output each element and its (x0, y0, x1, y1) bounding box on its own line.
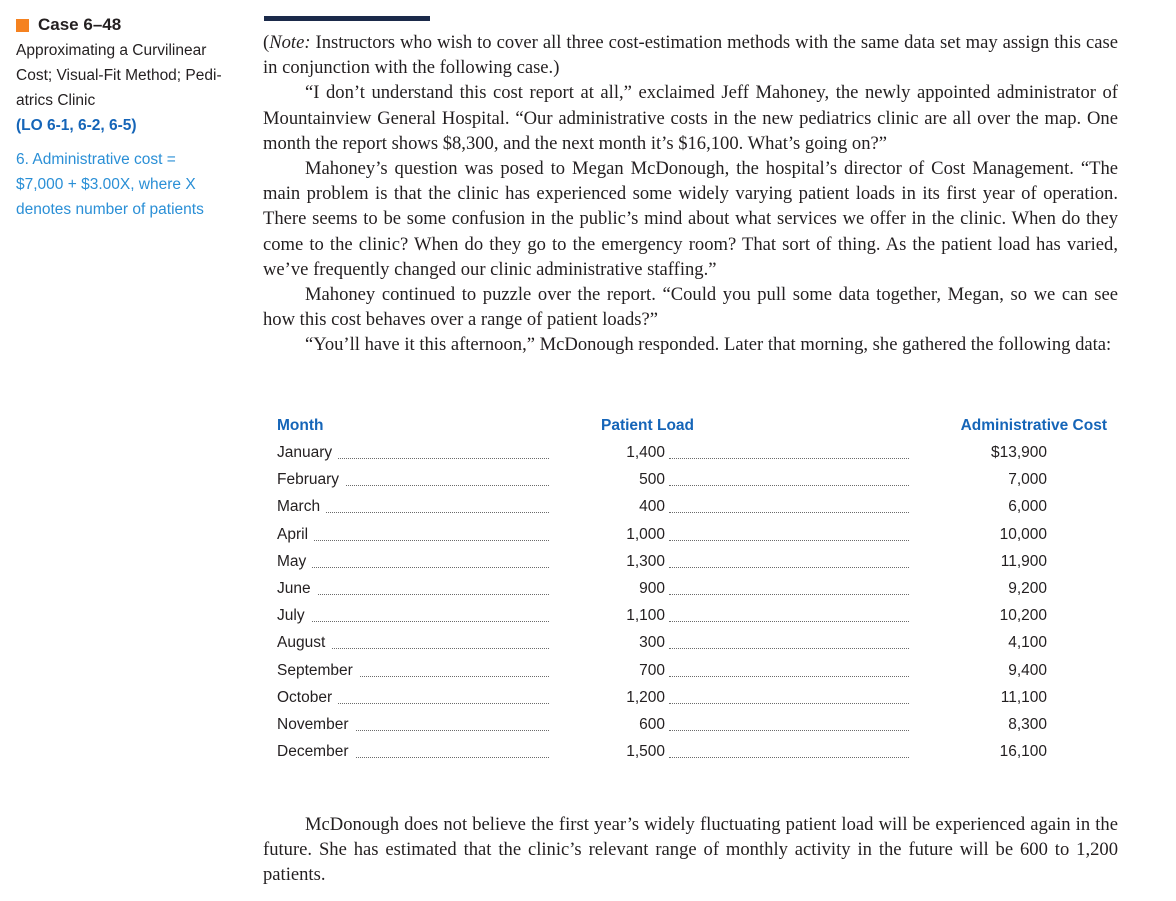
column-header-administrative-cost: Administrative Cost (960, 417, 1107, 434)
month-cell: July (277, 607, 311, 624)
table-body (277, 442, 1107, 768)
patient-load-cell: 300 (623, 634, 669, 652)
table-row (277, 496, 1107, 523)
table-row (277, 578, 1107, 605)
learning-objectives: (LO 6-1, 6-2, 6-5) (16, 117, 137, 134)
month-cell: June (277, 580, 317, 597)
dot-leader (277, 540, 549, 541)
patient-load-cell: 500 (623, 471, 669, 489)
table-row (277, 524, 1107, 551)
dot-leader (669, 594, 909, 595)
patient-load-cell: 1,400 (623, 444, 669, 462)
month-cell: January (277, 444, 338, 461)
column-header-month: Month (277, 417, 324, 434)
check-figure (16, 147, 244, 222)
administrative-cost-cell: 10,000 (999, 525, 1047, 543)
administrative-cost-cell: 4,100 (1008, 634, 1047, 652)
paragraph: “I don’t understand this cost report at all,” exclaimed Jeff Mahoney, the newly appointed administrator of Mountainview General Hospital. “Our administrative costs in the new pediatrics clinic are all over the map. One month the report shows $8,300, and the next month it’s $16,100. What’s going on?” (263, 82, 1118, 154)
case-title (16, 38, 244, 113)
month-cell: May (277, 553, 312, 570)
case-title-line: Approximating a Curvilinear (16, 42, 207, 59)
note-label: Note: (269, 32, 311, 53)
dot-leader (277, 594, 549, 595)
patient-load-cell: 700 (623, 662, 669, 680)
month-cell: November (277, 716, 355, 733)
column-header-patient-load: Patient Load (601, 417, 695, 434)
dot-leader (669, 703, 909, 704)
orange-square-icon (16, 19, 29, 32)
dot-leader (669, 730, 909, 731)
patient-load-cell: 1,200 (623, 689, 669, 707)
case-label: Case 6–48 (38, 15, 122, 34)
table-header (277, 414, 1107, 442)
month-cell: October (277, 689, 338, 706)
dot-leader (669, 512, 909, 513)
patient-load-cell: 1,300 (623, 553, 669, 571)
table-row (277, 605, 1107, 632)
administrative-cost-cell: 11,900 (1000, 552, 1047, 570)
month-cell: April (277, 526, 314, 543)
patient-load-cell: 1,500 (623, 743, 669, 761)
month-cell: March (277, 498, 326, 515)
case-heading (16, 14, 244, 36)
note-open: ( (263, 32, 270, 53)
section-rule (264, 16, 430, 21)
table-row (277, 551, 1107, 578)
case-body (263, 30, 1118, 358)
administrative-cost-cell: 9,200 (1008, 579, 1047, 597)
month-cell: December (277, 743, 355, 760)
administrative-cost-cell: $13,900 (990, 444, 1047, 461)
dot-leader (669, 567, 909, 568)
table-row (277, 632, 1107, 659)
dot-leader (669, 648, 909, 649)
patient-load-cell: 1,000 (623, 526, 669, 544)
check-figure-line: denotes number of patients (16, 201, 204, 218)
closing-text (263, 812, 1118, 888)
patient-load-cell: 600 (623, 716, 669, 734)
case-title-line: Cost; Visual-Fit Method; Pedi- (16, 67, 222, 84)
paragraph: Mahoney continued to puzzle over the report. “Could you pull some data together, Megan, so we can see how this cost behaves over a range of patient loads?” (263, 284, 1118, 331)
sidebar (16, 14, 244, 222)
table-row (277, 741, 1107, 768)
case-title-line: atrics Clinic (16, 92, 96, 109)
dot-leader (669, 757, 909, 758)
cost-data-table (277, 414, 1107, 768)
paragraph: McDonough does not believe the first year’s widely fluctuating patient load will be experienced again in the future. She has estimated that the clinic’s relevant range of monthly activity in the future will be 600 to 1,200 patients. (263, 814, 1118, 886)
dot-leader (669, 621, 909, 622)
administrative-cost-cell: 6,000 (1008, 498, 1047, 516)
note-text: Instructors who wish to cover all three cost-estimation methods with the same data set may assign this case in conjunction with the following case.) (263, 32, 1118, 79)
administrative-cost-cell: 16,100 (999, 743, 1047, 761)
patient-load-cell: 900 (623, 580, 669, 598)
check-figure-line: 6. Administrative cost = (16, 151, 176, 168)
patient-load-cell: 1,100 (623, 607, 669, 625)
administrative-cost-cell: 11,100 (1000, 688, 1047, 706)
administrative-cost-cell: 7,000 (1008, 471, 1047, 489)
table-row (277, 469, 1107, 496)
month-cell: February (277, 471, 345, 488)
dot-leader (277, 567, 549, 568)
month-cell: August (277, 634, 331, 651)
dot-leader (669, 676, 909, 677)
check-figure-line: $7,000 + $3.00X, where X (16, 176, 196, 193)
table-row (277, 442, 1107, 469)
table-row (277, 660, 1107, 687)
patient-load-cell: 400 (623, 498, 669, 516)
dot-leader (669, 485, 909, 486)
paragraph: “You’ll have it this afternoon,” McDonough responded. Later that morning, she gathered the following data: (305, 334, 1112, 356)
administrative-cost-cell: 9,400 (1008, 661, 1047, 679)
dot-leader (669, 540, 909, 541)
dot-leader (669, 458, 909, 459)
dot-leader (277, 621, 549, 622)
table-row (277, 714, 1107, 741)
table-row (277, 687, 1107, 714)
administrative-cost-cell: 8,300 (1008, 715, 1047, 733)
month-cell: September (277, 662, 359, 679)
instructor-note (263, 30, 1118, 80)
administrative-cost-cell: 10,200 (999, 607, 1047, 625)
paragraph: Mahoney’s question was posed to Megan McDonough, the hospital’s director of Cost Management. “The main problem is that the clinic has experienced some widely varying patient loads in its first year of operation. There seems to be some confusion in the public’s mind about what services we offer in the clinic. When do they come to the clinic? When do they go to the emergency room? That sort of thing. As the patient load has varied, we’ve frequently changed our clinic administrative staffing.” (263, 158, 1118, 280)
